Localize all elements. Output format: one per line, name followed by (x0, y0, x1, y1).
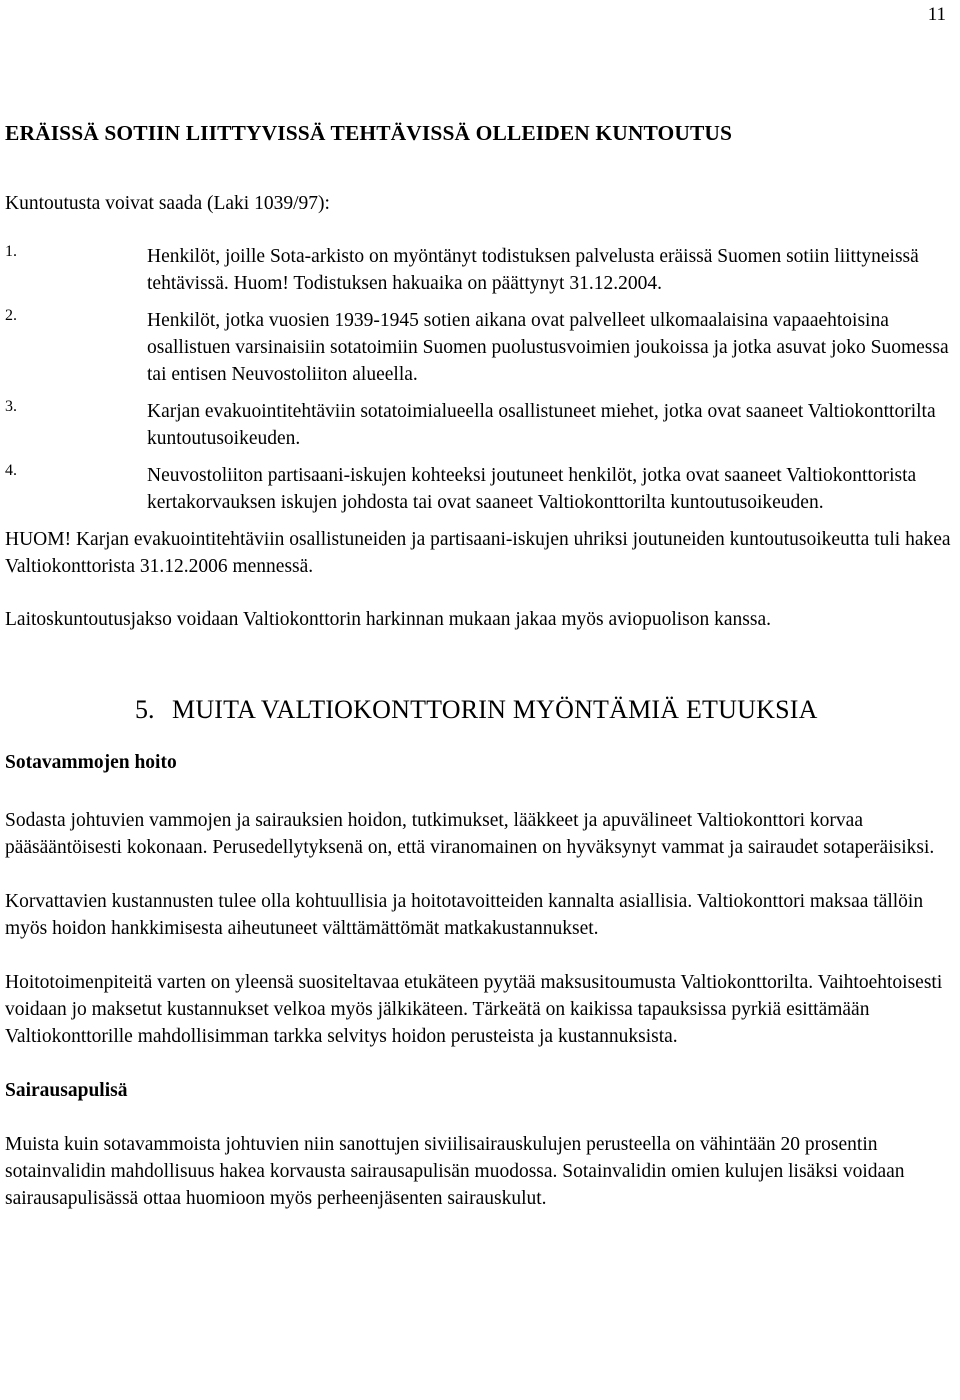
list-item (5, 398, 953, 452)
section-title: MUITA VALTIOKONTTORIN MYÖNTÄMIÄ ETUUKSIA (172, 695, 818, 724)
intro-text: Kuntoutusta voivat saada (Laki 1039/97): (5, 193, 330, 214)
list-item-text: Henkilöt, jotka vuosien 1939-1945 sotien aikana ovat palvelleet ulkomaalaisina vapaaehtoisina osallistuen varsinaisiin sotatoimiin Suomen puolustusvoimien joukoissa ja jotka asuvat joko Suomessa tai entisen Neuvostoliiton alueella. (147, 310, 949, 385)
section-5-header (5, 695, 953, 780)
paragraph: Korvattavien kustannusten tulee olla kohtuullisia ja hoitotavoitteiden kannalta asiallisia. Valtiokonttori maksaa tällöin myös hoidon hankkimisesta aiheutuneet välttämättömät matkakustannukset. (5, 891, 924, 939)
list-item-number: 4. (5, 462, 17, 479)
list-item (5, 462, 953, 516)
list-item-text: Henkilöt, joille Sota-arkisto on myöntänyt todistuksen palvelusta eräissä Suomen sotiin liittyneissä tehtävissä. Huom! Todistuksen hakuaika on päättynyt 31.12.2004. (147, 246, 919, 294)
list-item (5, 243, 953, 297)
list-item-number: 1. (5, 243, 17, 260)
list-item-text: Karjan evakuointitehtäviin sotatoimialueella osallistuneet miehet, jotka ovat saaneet Valtiokonttorilta kuntoutusoikeuden. (147, 401, 936, 449)
list-item-number: 2. (5, 307, 17, 324)
paragraph: Hoitotoimenpiteitä varten on yleensä suositeltavaa etukäteen pyytää maksusitoumusta Valtiokonttorilta. Vaihtoehtoisesti voidaan jo maksetut kustannukset velkoa myös jälkikäteen. Tärkeätä on kaikissa tapauksissa pyrkiä esittämään Valtiokonttorille mahdollisimman tarkka selvitys hoidon perusteista ja kustannuksista. (5, 972, 943, 1047)
section-number: 5. (135, 695, 155, 724)
huom-note: HUOM! Karjan evakuointitehtäviin osallistuneiden ja partisaani-iskujen uhriksi joutuneiden kuntoutusoikeutta tuli hakea Valtiokonttorista 31.12.2006 mennessä. (5, 529, 951, 577)
page-title: ERÄISSÄ SOTIIN LIITTYVISSÄ TEHTÄVISSÄ OLLEIDEN KUNTOUTUS (5, 121, 733, 145)
document-page (5, 120, 953, 1212)
paragraph: Sodasta johtuvien vammojen ja sairauksien hoidon, tutkimukset, lääkkeet ja apuvälineet Valtiokonttori korvaa pääsääntöisesti kokonaan. Perusedellytyksenä on, että viranomainen on hyväksynyt vammat ja sairaudet sotaperäisiksi. (5, 810, 935, 858)
list-item (5, 307, 953, 388)
paragraph: Muista kuin sotavammoista johtuvien niin sanottujen siviilisairauskulujen perusteella on vähintään 20 prosentin sotainvalidin mahdollisuus hakea korvausta sairausapulisän muodossa. Sotainvalidin omien kulujen lisäksi voidaan sairausapulisässä ottaa huomioon myös perheenjäsenten sairauskulut. (5, 1134, 905, 1209)
eligibility-list (5, 243, 953, 516)
list-item-number: 3. (5, 398, 17, 415)
laitoskuntoutus-note: Laitoskuntoutusjakso voidaan Valtiokonttorin harkinnan mukaan jakaa myös aviopuolison kanssa. (5, 609, 771, 630)
list-item-text: Neuvostoliiton partisaani-iskujen kohteeksi joutuneet henkilöt, jotka ovat saaneet Valtiokonttorista kertakorvauksen iskujen johdosta tai ovat saaneet Valtiokonttorilta kuntoutusoikeuden. (147, 465, 917, 513)
subheading-sotavammojen-hoito: Sotavammojen hoito (5, 752, 177, 773)
page-number: 11 (927, 4, 946, 25)
subheading-sairausapulisa: Sairausapulisä (5, 1080, 128, 1101)
